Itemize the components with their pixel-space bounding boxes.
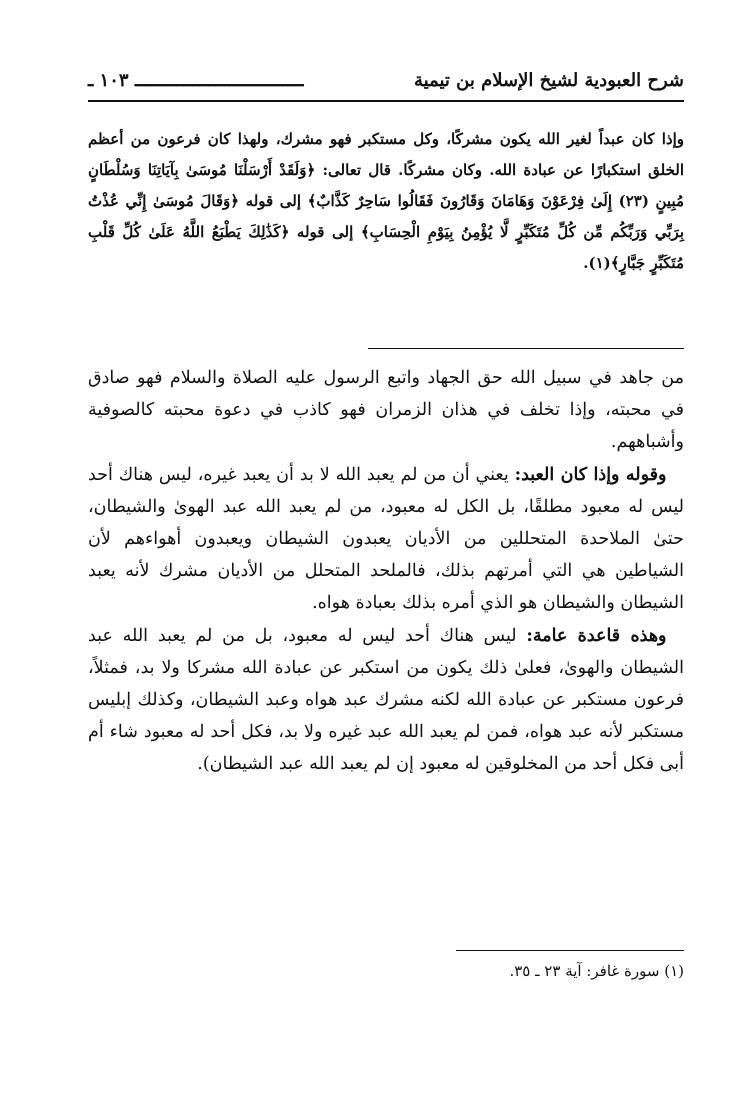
page-header: [88, 64, 684, 102]
commentary-paragraph-2: [88, 459, 684, 620]
commentary-paragraph-1: من جاهد في سبيل الله حق الجهاد واتبع الرسول عليه الصلاة والسلام فهو صادق في محبته، وإذا تخلف في هذان الزمران فهو كاذب في دعوة محبته كالصوفية وأشباههم.: [88, 368, 684, 453]
footnote-divider: [456, 950, 684, 951]
commentary-paragraph-3: [88, 620, 684, 781]
section-divider: [368, 348, 684, 349]
paragraph-lead: وهذه قاعدة عامة:: [526, 625, 667, 646]
header-rule: [88, 100, 684, 102]
quoted-text: [88, 124, 684, 279]
commentary: [88, 362, 684, 781]
paragraph-body: يعني أن من لم يعبد الله لا بد أن يعبد غيره، ليس هناك أحد ليس له معبود مطلقًا، بل الكل له معبود، من لم يعبد الله عبد الهوىٰ والشيطان، حتىٰ الملاحدة المتحللين من الأديان يعبدون الشيطان ويعبدون أهواءهم لأن الشياطين هي التي أمرتهم بذلك، فالملحد المتحلل من الأديان مشرك لأنه يعبد الشيطان والشيطان هو الذي أمره بذلك بعبادة هواه.: [88, 464, 684, 614]
page-number: ــــــــــــــــــــــــــــــــ ١٠٣ ـ: [88, 70, 304, 91]
paragraph-lead: وقوله وإذا كان العبد:: [514, 464, 667, 485]
quoted-paragraph: وإذا كان عبداً لغير الله يكون مشركًا، وكل مستكبر فهو مشرك، ولهذا كان فرعون من أعظم الخلق استكبارًا عن عبادة الله. وكان مشركًا. قال تعالى: ﴿وَلَقَدْ أَرْسَلْنَا مُوسَىٰ بِآيَاتِنَا وَسُلْطَانٍ مُبِينٍ (٢٣) إِلَىٰ فِرْعَوْنَ وَهَامَانَ وَقَارُونَ فَقَالُوا سَاحِرٌ كَذَّابٌ﴾ إلى قوله ﴿وَقَالَ مُوسَىٰ إِنِّي عُذْتُ بِرَبِّي وَرَبِّكُم مِّن كُلِّ مُتَكَبِّرٍ لَّا يُؤْمِنُ بِيَوْمِ الْحِسَابِ﴾ إلى قوله ﴿كَذَٰلِكَ يَطْبَعُ اللَّهُ عَلَىٰ كُلِّ قَلْبِ مُتَكَبِّرٍ جَبَّارٍ﴾(١).: [88, 130, 685, 272]
paragraph-body: ليس هناك أحد ليس له معبود، بل من لم يعبد الله عبد الشيطان والهوىٰ، فعلىٰ ذلك يكون من استكبر عن عبادة الله مشركا ولا بد، فمثلاً، فرعون مستكبر عن عبادة الله لكنه مشرك عبد هواه وعبد الشيطان، وكذلك إبليس مستكبر لأنه عبد هواه، فمن لم يعبد الله عبد غيره ولا بد، فكل أحد له معبود شاء أم أبى فكل أحد من المخلوقين له معبود إن لم يعبد الله عبد الشيطان).: [88, 625, 684, 775]
footnote: (١) سورة غافر: آية ٢٣ ـ ٣٥.: [509, 962, 684, 980]
running-title: شرح العبودية لشيخ الإسلام بن تيمية: [413, 70, 684, 91]
